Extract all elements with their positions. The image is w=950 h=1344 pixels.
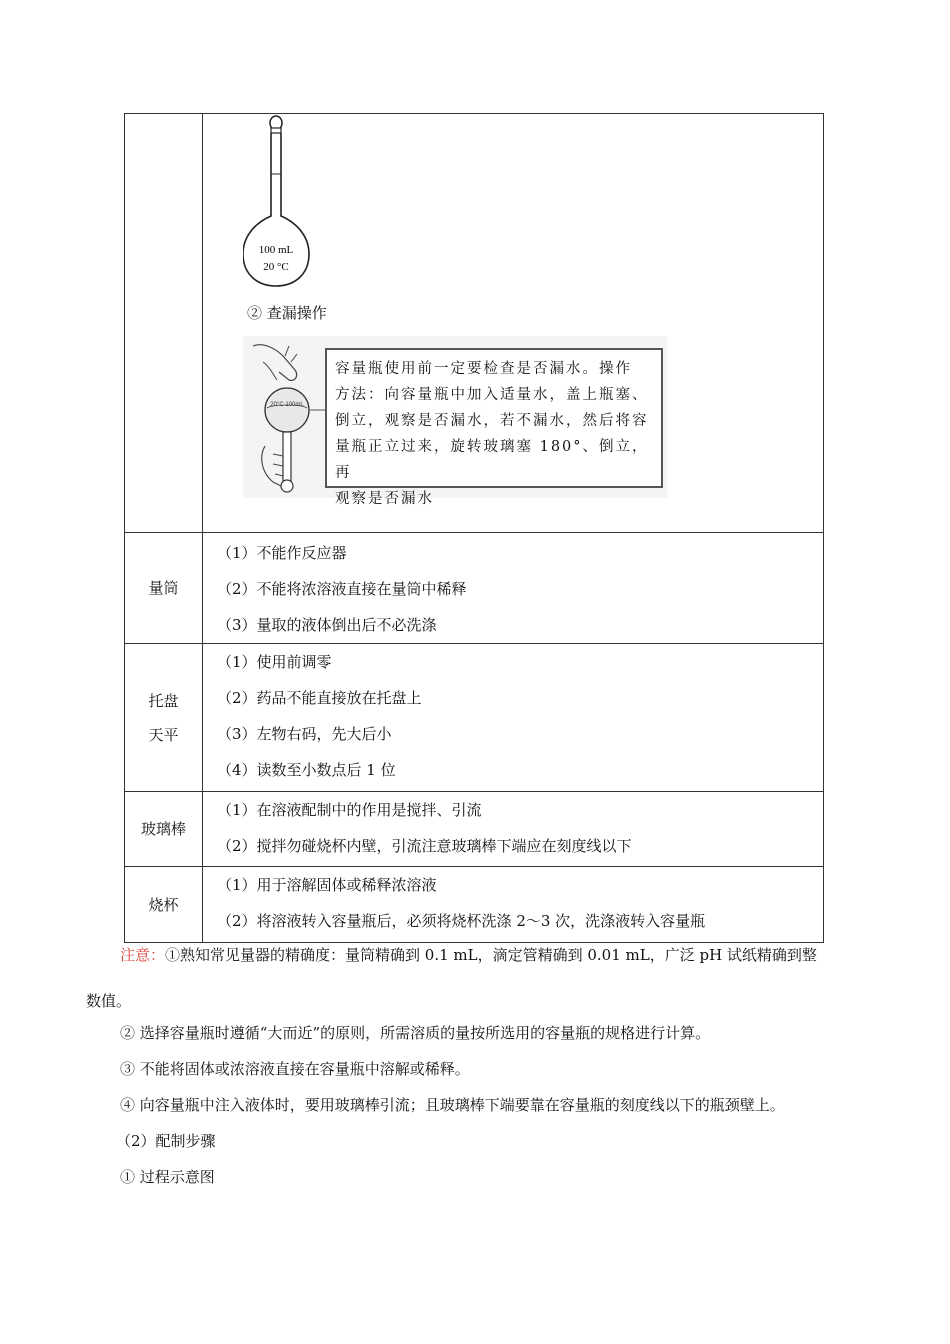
section-title-steps: （2）配制步骤 [116, 1132, 216, 1150]
balance-label-line-1: 托盘 [148, 691, 179, 710]
leak-line-5: 观察是否漏水 [335, 491, 434, 507]
table-row-glass-rod [125, 791, 823, 866]
cylinder-item-2: （2）不能将浓溶液直接在量筒中稀释 [217, 580, 467, 598]
note-1-continued: 数值。 [86, 992, 132, 1010]
cylinder-item-1: （1）不能作反应器 [217, 544, 347, 562]
note-4: ④ 向容量瓶中注入液体时，要用玻璃棒引流；且玻璃棒下端要靠在容量瓶的刻度线以下的瓶颈壁上。 [120, 1096, 785, 1114]
note-3: ③ 不能将固体或浓溶液直接在容量瓶中溶解或稀释。 [120, 1060, 470, 1078]
table-row-beaker [125, 866, 823, 942]
balance-item-1: （1）使用前调零 [217, 653, 332, 671]
balance-item-2: （2）药品不能直接放在托盘上 [217, 689, 422, 707]
leak-check-title: ② 查漏操作 [247, 304, 327, 322]
row-content [203, 644, 823, 791]
beaker-item-1: （1）用于溶解固体或稀释浓溶液 [217, 876, 437, 894]
hand-flask-illustration [243, 336, 325, 498]
leak-line-1: 容量瓶使用前一定要检查是否漏水。操作 [335, 361, 632, 377]
bottle-mark-label: 20°C 100mL [270, 402, 304, 408]
beaker-item-2: （2）将溶液转入容量瓶后，必须将烧杯洗涤 2～3 次，洗涤液转入容量瓶 [217, 912, 706, 930]
note-1 [120, 944, 817, 965]
balance-label-line-2: 天平 [148, 725, 179, 744]
row-content [203, 533, 823, 643]
row-content [203, 114, 823, 532]
note-2: ② 选择容量瓶时遵循“大而近”的原则，所需溶质的量按所选用的容量瓶的规格进行计算。 [120, 1024, 711, 1042]
balance-item-4: （4）读数至小数点后 1 位 [217, 761, 396, 779]
step-1-title: ① 过程示意图 [120, 1168, 215, 1186]
row-label-glass-rod: 玻璃棒 [125, 792, 203, 866]
row-content [203, 867, 823, 942]
row-content [203, 792, 823, 866]
cylinder-item-3: （3）量取的液体倒出后不必洗涤 [217, 616, 437, 634]
row-label-balance [125, 644, 203, 791]
leak-check-figure [243, 336, 667, 507]
leak-line-4: 量瓶正立过来，旋转玻璃塞 180°、倒立，再 [335, 439, 649, 481]
table-row-balance [125, 643, 823, 791]
rod-item-2: （2）搅拌勿碰烧杯内壁，引流注意玻璃棒下端应在刻度线以下 [217, 837, 632, 855]
flask-volume-label: 100 mL [258, 244, 294, 256]
row-label-cylinder: 量筒 [125, 533, 203, 643]
leak-line-2: 方法：向容量瓶中加入适量水，盖上瓶塞、 [335, 387, 649, 403]
rod-item-1: （1）在溶液配制中的作用是搅拌、引流 [217, 801, 482, 819]
leak-check-text-box [325, 348, 663, 507]
instrument-table [124, 113, 824, 943]
note-1-text: ①熟知常见量器的精确度：量筒精确到 0.1 mL，滴定管精确到 0.01 mL，广泛 pH 试纸精确到整 [165, 946, 817, 964]
leak-line-3: 倒立，观察是否漏水，若不漏水，然后将容 [335, 413, 649, 429]
balance-item-3: （3）左物右码，先大后小 [217, 725, 392, 743]
row-label-empty [125, 114, 203, 532]
table-row-volumetric-flask [125, 114, 823, 532]
row-label-beaker: 烧杯 [125, 867, 203, 942]
flask-temp-label: 20 °C [263, 261, 289, 273]
table-row-graduated-cylinder [125, 532, 823, 643]
note-label: 注意： [120, 946, 166, 964]
volumetric-flask-figure [243, 114, 323, 294]
